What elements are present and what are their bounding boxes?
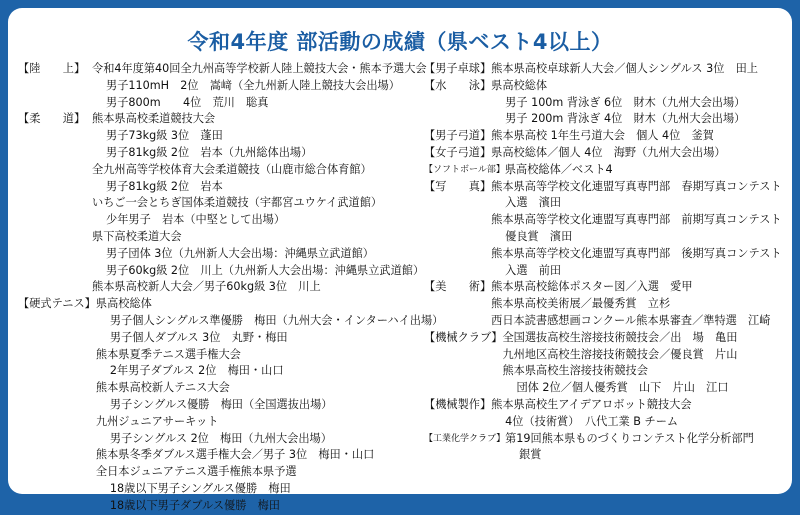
result-line: 熊本県高校 1年生弓道大会 個人 4位 釜賀 (491, 129, 714, 143)
result-line: 男子110mH 2位 嵩﨑（全九州新人陸上競技大会出場） (106, 78, 400, 92)
result-line: 熊本県高校新人大会／男子60kg級 3位 川上 (92, 280, 321, 294)
result-line: 熊本県高校新人テニス大会 (95, 381, 230, 395)
club-entry (424, 61, 786, 78)
result-line: 団体 2位／個人優秀賞 山下 片山 江口 (516, 381, 729, 395)
result-line: 熊本県夏季テニス選手権大会 (95, 347, 241, 361)
result-line: 県下高校柔道大会 (92, 229, 182, 243)
club-label: 【柔 道】 (18, 112, 86, 126)
result-line: 男子60kg級 2位 川上（九州新人大会出場：沖縄県立武道館） (106, 263, 425, 277)
club-label: 【硬式テニス】 (18, 297, 96, 311)
result-line: 熊本県高校生アイデアロボット競技大会 (491, 397, 692, 411)
club-entry (424, 330, 786, 397)
result-lines (92, 111, 424, 296)
result-lines (491, 179, 786, 280)
club-label: 【美 術】 (424, 280, 492, 294)
club-entry (424, 78, 786, 128)
result-line: 男子団体 3位（九州新人大会出場：沖縄県立武道館） (106, 246, 374, 260)
result-line: 優良賞 濱田 (505, 229, 573, 243)
club-label: 【工業化学クラブ】 (424, 433, 506, 444)
result-lines (505, 162, 786, 179)
result-lines (491, 128, 786, 145)
result-line: 4位（技術賞） 八代工業 B チーム (505, 414, 679, 428)
result-line: 全日本ジュニアテニス選手権熊本県予選 (95, 465, 297, 479)
result-line: 男子個人シングルス準優勝 梅田（九州大会・インターハイ出場） (109, 313, 444, 327)
result-lines (491, 279, 786, 329)
result-line: 入選 濱田 (505, 196, 562, 210)
result-line: 九州地区高校生溶接技術競技会／優良賞 片山 (502, 347, 738, 361)
result-line: 18歳以下男子シングルス優勝 梅田 (109, 481, 291, 495)
result-line: 熊本県高等学校文化連盟写真専門部 前期写真コンテスト (491, 213, 782, 227)
result-line: 令和4年度第40回全九州高等学校新人陸上競技大会・熊本予選大会 (92, 62, 427, 75)
club-entry (424, 162, 786, 179)
result-line: 熊本県高校美術展／最優秀賞 立杉 (491, 297, 671, 311)
club-entry (424, 179, 786, 280)
left-column (18, 61, 444, 515)
club-label: 【陸 上】 (18, 62, 86, 75)
result-line: 県高校総体／個人 4位 海野（九州大会出場） (491, 145, 726, 159)
club-label: 【写 真】 (424, 179, 492, 193)
result-line: 熊本県冬季ダブルス選手権大会／男子 3位 梅田・山口 (95, 448, 375, 462)
result-lines (491, 397, 786, 431)
result-line: 少年男子 岩本（中堅として出場） (106, 213, 286, 227)
result-line: 18歳以下男子ダブルス優勝 梅田 (109, 498, 280, 512)
result-lines (92, 61, 427, 111)
club-entry (18, 61, 427, 111)
result-line: 男子81kg級 2位 岩本（九州総体出場） (106, 145, 313, 159)
result-lines (491, 78, 786, 128)
club-entry (18, 296, 444, 514)
result-line: 県高校総体／ベスト4 (504, 162, 613, 176)
page-title: 令和4年度 部活動の成績（県ベスト4以上） (187, 30, 613, 54)
club-entry (424, 431, 786, 465)
result-line: 熊本県高等学校文化連盟写真専門部 後期写真コンテスト (491, 246, 782, 260)
result-line: 全国選抜高校生溶接技術競技会／出 場 亀田 (502, 330, 738, 344)
result-line: 県高校総体 (95, 297, 152, 311)
result-line: 男子シングルス 2位 梅田（九州大会出場） (109, 431, 332, 445)
club-label: 【男子卓球】 (424, 62, 492, 75)
result-line: 入選 前田 (505, 263, 562, 277)
club-label: 【女子弓道】 (424, 145, 492, 159)
club-entry (18, 111, 425, 296)
result-lines (491, 61, 786, 78)
result-line: 熊本県高校卓球新人大会／個人シングルス 3位 田上 (491, 62, 758, 75)
club-label: 【機械製作】 (424, 397, 492, 411)
result-line: 九州ジュニアサーキット (95, 414, 219, 428)
result-line: 男子シングルス優勝 梅田（全国選抜出場） (109, 397, 333, 411)
result-lines (96, 296, 443, 514)
result-line: 第19回熊本県ものづくりコンテスト化学分析部門 (505, 431, 754, 445)
result-line: 男子 200m 背泳ぎ 4位 財木（九州大会出場） (505, 112, 746, 126)
club-entry (424, 397, 786, 431)
result-lines (502, 330, 786, 397)
result-line: 男子81kg級 2位 岩本 (106, 179, 223, 193)
result-line: いちご一会とちぎ国体柔道競技（宇都宮ユウケイ武道館） (92, 196, 383, 210)
club-label: 【男子弓道】 (424, 129, 492, 143)
club-entry (424, 279, 786, 329)
club-label: 【ソフトボール部】 (424, 164, 505, 175)
result-lines (505, 431, 786, 465)
club-entry (424, 128, 786, 145)
result-line: 熊本県高校生溶接技術競技会 (502, 364, 648, 378)
result-line: 男子 100m 背泳ぎ 6位 財木（九州大会出場） (505, 95, 746, 109)
club-label: 【機械クラブ】 (424, 330, 503, 344)
club-label: 【水 泳】 (424, 78, 492, 92)
result-line: 男子個人ダブルス 3位 丸野・梅田 (109, 330, 288, 344)
result-line: 熊本県高校総体ポスター図／入選 愛甲 (491, 280, 693, 294)
result-line: 全九州高等学校体育大会柔道競技（山鹿市総合体育館） (92, 162, 372, 176)
result-line: 県高校総体 (491, 78, 548, 92)
result-line: 銀賞 (519, 448, 542, 462)
result-line: 熊本県高等学校文化連盟写真専門部 春期写真コンテスト (491, 179, 782, 193)
results-card (8, 8, 792, 512)
result-line: 2年男子ダブルス 2位 梅田・山口 (109, 364, 284, 378)
result-line: 男子800m 4位 荒川 聡真 (106, 95, 269, 109)
result-line: 熊本県高校柔道競技大会 (92, 112, 216, 126)
result-line: 西日本読書感想画コンクール熊本県審査／準特選 江崎 (491, 313, 771, 327)
right-column (424, 61, 786, 464)
club-entry (424, 145, 786, 162)
result-line: 男子73kg級 3位 蓬田 (106, 129, 223, 143)
result-lines (491, 145, 786, 162)
